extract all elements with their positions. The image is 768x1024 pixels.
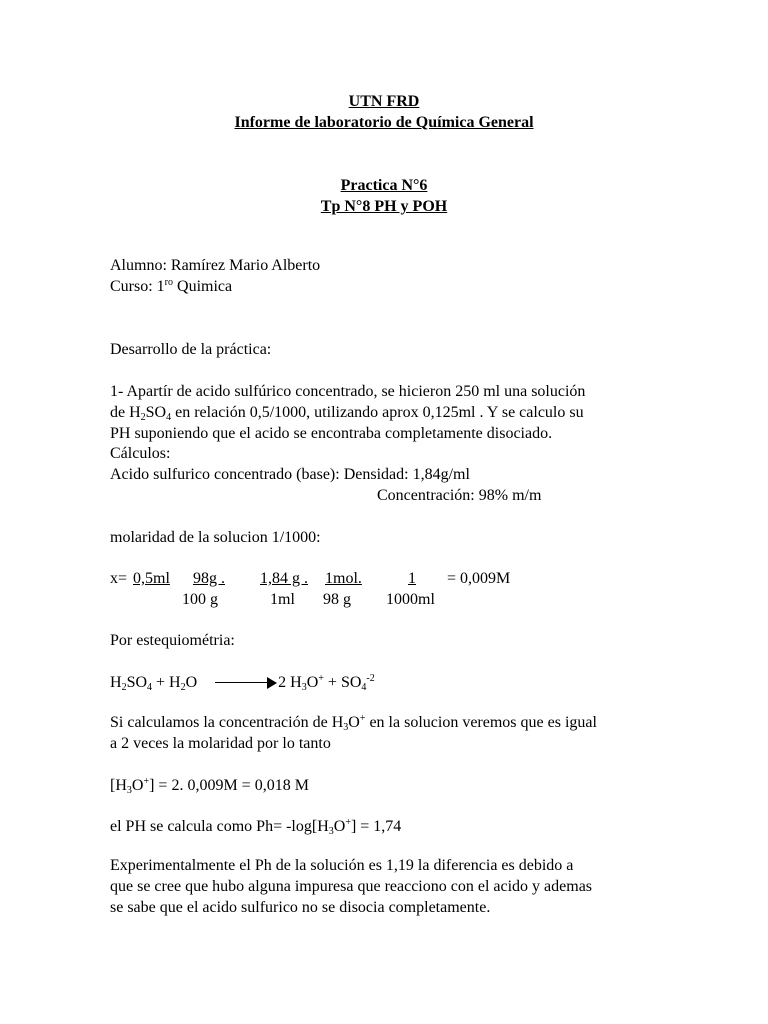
concentration-line: Concentración: 98% m/m	[377, 487, 542, 504]
paragraph-line: de $H_2SO_4$ en relación 0,5/1000, utilizando aprox 0,125ml . Y se calculo su	[110, 404, 584, 423]
formula-numerator: 98g .	[193, 570, 225, 587]
report-title: Informe de laboratorio de Química General	[234, 114, 534, 131]
reaction-arrow-icon	[215, 677, 277, 689]
formula-denominator: 100 g	[182, 591, 218, 608]
base-density-line: Acido sulfurico concentrado (base): Densidad: 1,84g/ml	[110, 466, 470, 483]
experimental-line: Experimentalmente el Ph de la solución es 1,19 la diferencia es debido a	[110, 857, 574, 874]
paragraph-line: 1- Apartír de acido sulfúrico concentrado, se hicieron 250 ml una solución	[110, 383, 586, 400]
stoichiometry-heading: Por estequiométria:	[110, 632, 235, 649]
development-heading: Desarrollo de la práctica:	[110, 341, 272, 358]
course-line: Curso: $1^{ro}$ Quimica	[110, 277, 233, 295]
practice-title: Practica N°6	[340, 177, 428, 194]
concentration-equation: $[H_3O^+] = 2$. 0,009M = 0,018 M	[110, 776, 309, 796]
formula-denominator: 1ml	[270, 591, 295, 608]
h3o-line-2: a 2 veces la molaridad por lo tanto	[110, 735, 331, 752]
reaction-equation: $H_2SO_4 + H_2O$ 2 $H_3O^+ + SO_4^{-2}$	[110, 673, 375, 693]
student-name: Alumno: Ramírez Mario Alberto	[110, 257, 321, 274]
formula-numerator: 0,5ml	[133, 570, 170, 587]
formula-denominator: 98 g	[323, 591, 351, 608]
formula-numerator: 1	[408, 570, 416, 587]
ph-equation: el PH se calcula como $Ph= -\log[H_3O^+] = 1,74$	[110, 817, 402, 837]
institution-title: UTN FRD	[348, 93, 420, 110]
experimental-line: se sabe que el acido sulfurico no se disocia completamente.	[110, 899, 491, 916]
experimental-line: que se cree que hubo alguna impuresa que reacciono con el acido y ademas	[110, 878, 593, 895]
paragraph-line: PH suponiendo que el acido se encontraba completamente disociado.	[110, 425, 553, 442]
formula-numerator: 1mol.	[325, 570, 362, 587]
h3o-line: Si calculamos la concentración de $H_3O^+$ en la solucion veremos que es igual	[110, 713, 597, 733]
formula-prefix: x=	[110, 570, 128, 587]
molarity-heading: molaridad de la solucion 1/1000:	[110, 529, 321, 546]
formula-numerator: 1,84 g .	[260, 570, 308, 587]
formula-result: = 0,009M	[447, 570, 511, 587]
formula-denominator: 1000ml	[386, 591, 435, 608]
tp-title: Tp N°8 PH y POH	[320, 198, 448, 215]
calculations-label: Cálculos:	[110, 445, 171, 462]
